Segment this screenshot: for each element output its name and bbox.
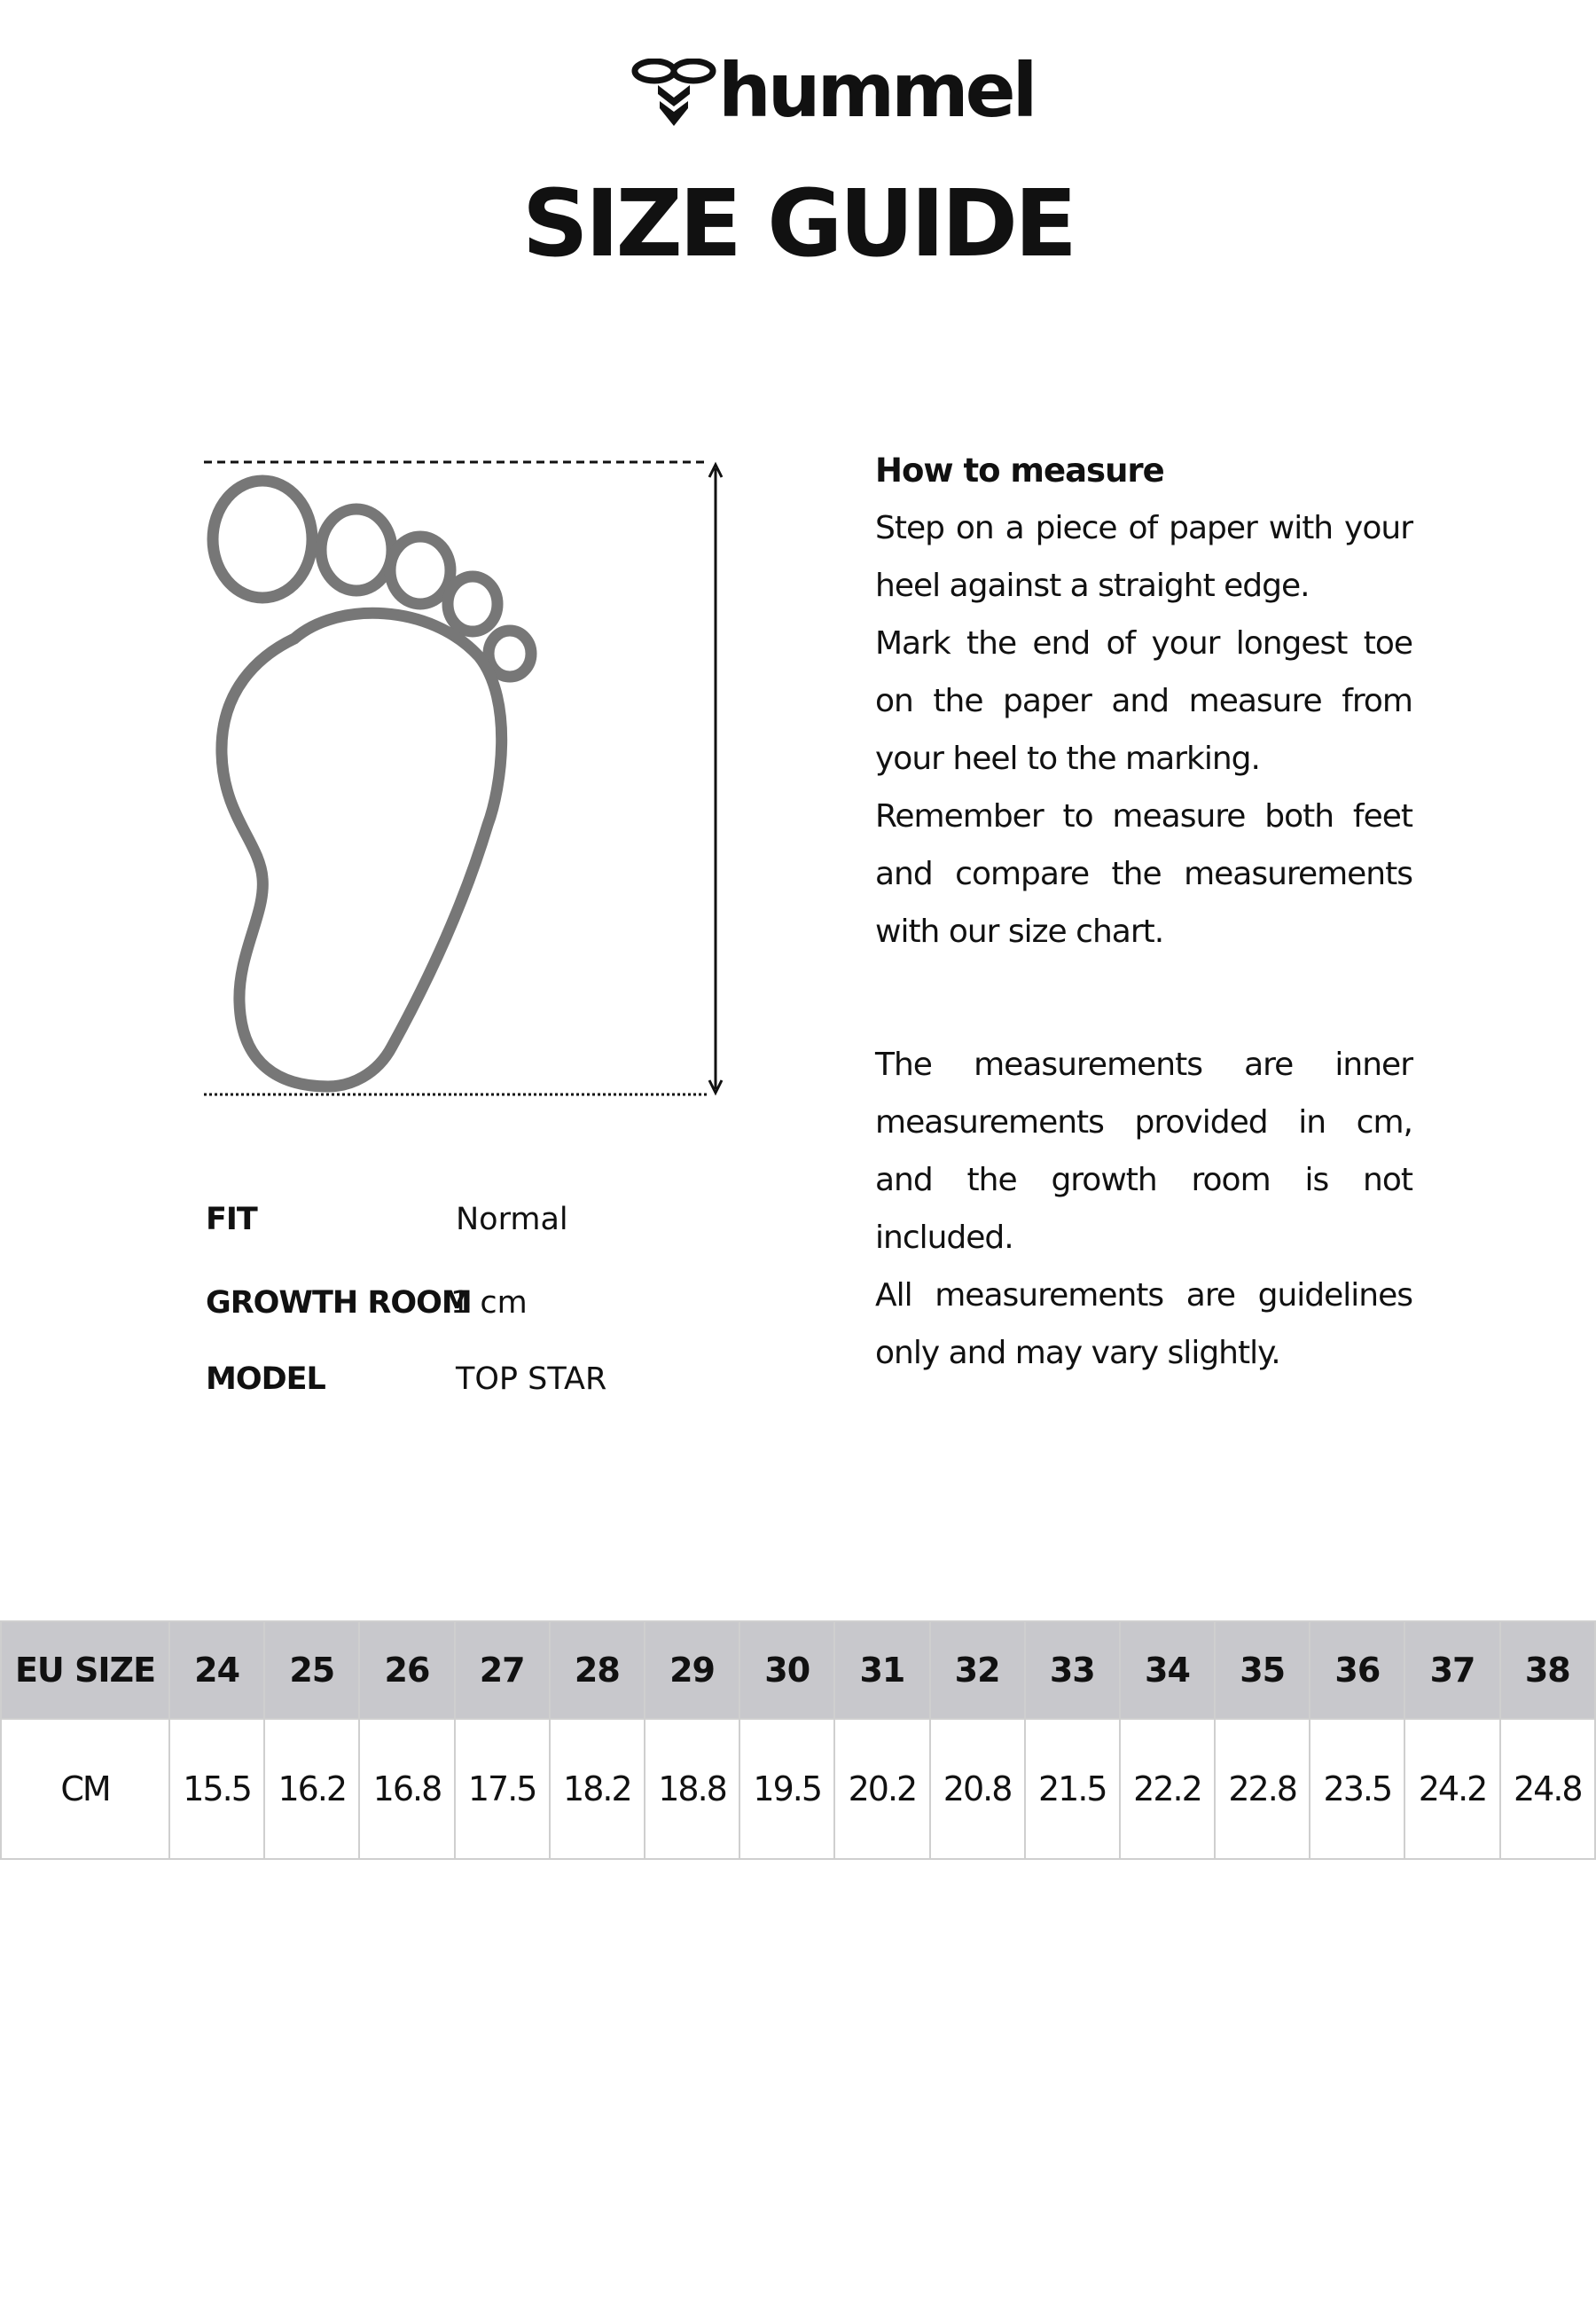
size-cell: 31 — [834, 1621, 929, 1719]
fourth-toe — [448, 576, 497, 631]
spec-value: 1 cm — [450, 1285, 528, 1321]
second-toe — [321, 509, 392, 591]
cm-cell: 19.5 — [739, 1719, 834, 1859]
size-cell: 34 — [1120, 1621, 1215, 1719]
measure-note: The measurements are inner measurements provided in cm, and the growth room is not included. — [875, 1047, 1412, 1256]
size-cell: 33 — [1025, 1621, 1120, 1719]
size-cell: 38 — [1500, 1621, 1595, 1719]
third-toe — [390, 537, 450, 604]
size-cell: 24 — [169, 1621, 264, 1719]
foot-outline-icon — [195, 443, 727, 1109]
how-to-measure-heading: How to measure — [875, 451, 1164, 490]
eu-size-header: EU SIZE — [1, 1621, 169, 1719]
size-cell: 29 — [645, 1621, 739, 1719]
size-cell: 26 — [359, 1621, 454, 1719]
cm-row — [1, 1719, 1595, 1859]
cm-cell: 20.8 — [930, 1719, 1025, 1859]
little-toe — [489, 631, 531, 677]
size-cell: 37 — [1404, 1621, 1499, 1719]
size-header-row — [1, 1621, 1595, 1719]
spec-row-fit — [206, 1197, 667, 1242]
cm-cell: 18.2 — [550, 1719, 645, 1859]
size-cell: 36 — [1310, 1621, 1404, 1719]
size-cell: 25 — [264, 1621, 359, 1719]
spec-value: TOP STAR — [456, 1361, 607, 1397]
size-cell: 32 — [930, 1621, 1025, 1719]
spec-row-growth-room — [206, 1281, 667, 1325]
cm-cell: 24.8 — [1500, 1719, 1595, 1859]
cm-cell: 15.5 — [169, 1719, 264, 1859]
vertical-measure-arrow-icon — [709, 465, 722, 1093]
size-cell: 35 — [1215, 1621, 1310, 1719]
spec-row-model — [206, 1357, 667, 1401]
size-cell: 27 — [455, 1621, 550, 1719]
measure-step: Mark the end of your longest toe on the paper and measure from your heel to the marking. — [875, 625, 1412, 777]
spec-label: FIT — [206, 1202, 257, 1237]
measure-note: All measurements are guidelines only and may vary slightly. — [875, 1277, 1412, 1371]
spec-value: Normal — [456, 1202, 568, 1237]
cm-cell: 24.2 — [1404, 1719, 1499, 1859]
measure-step: Step on a piece of paper with your heel against a straight edge. — [875, 510, 1412, 604]
spacer — [875, 961, 1412, 1036]
size-table — [0, 1620, 1596, 1860]
brand-name: hummel — [718, 47, 1035, 134]
cm-cell: 17.5 — [455, 1719, 550, 1859]
cm-cell: 16.8 — [359, 1719, 454, 1859]
hummel-logo — [631, 47, 1035, 135]
cm-cell: 23.5 — [1310, 1719, 1404, 1859]
cm-cell: 22.2 — [1120, 1719, 1215, 1859]
cm-cell: 16.2 — [264, 1719, 359, 1859]
size-chart — [0, 1620, 1596, 1862]
page-title: SIZE GUIDE — [521, 169, 1075, 278]
cm-cell: 21.5 — [1025, 1719, 1120, 1859]
foot-sole — [222, 613, 502, 1086]
big-toe — [213, 481, 312, 598]
cm-cell: 18.8 — [645, 1719, 739, 1859]
size-cell: 28 — [550, 1621, 645, 1719]
spec-label: MODEL — [206, 1361, 325, 1397]
cm-label: CM — [1, 1719, 169, 1859]
spec-label: GROWTH ROOM — [206, 1285, 472, 1321]
bee-icon — [631, 59, 716, 129]
cm-cell: 20.2 — [834, 1719, 929, 1859]
how-to-measure-section — [875, 442, 1412, 1382]
size-cell: 30 — [739, 1621, 834, 1719]
measure-step: Remember to measure both feet and compare the measurements with our size chart. — [875, 798, 1412, 950]
cm-cell: 22.8 — [1215, 1719, 1310, 1859]
